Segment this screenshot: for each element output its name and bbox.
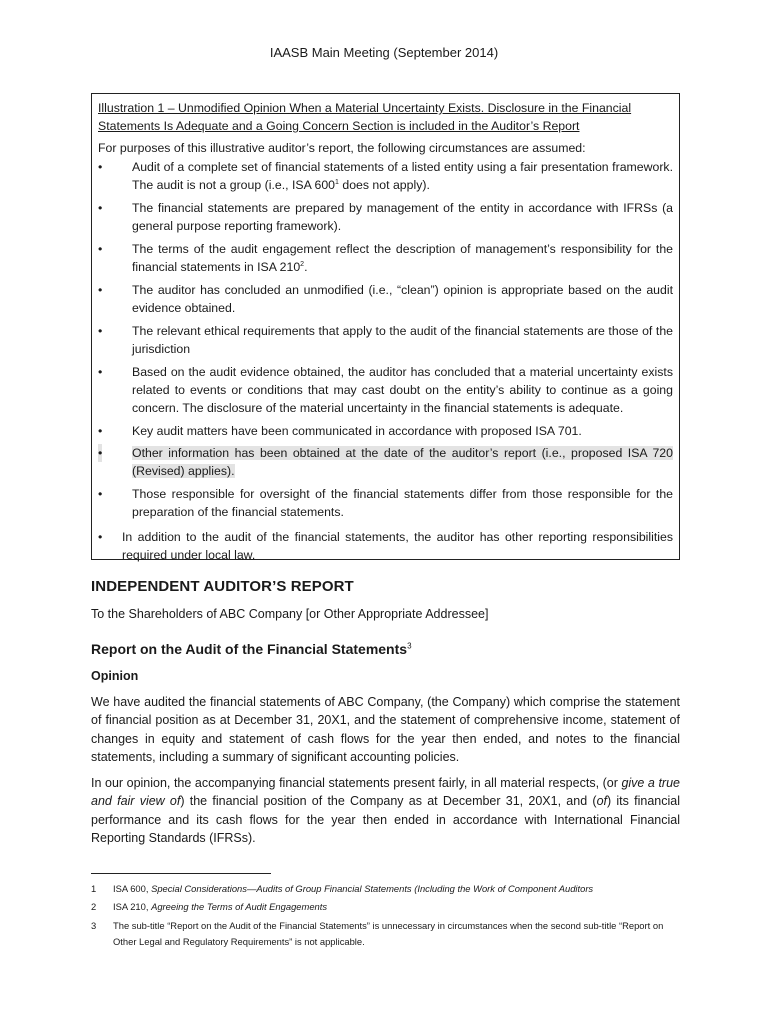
footnote-number: 3 (91, 920, 97, 931)
list-item-text (132, 160, 673, 192)
footnote-text (91, 881, 680, 897)
footnote (91, 918, 680, 950)
bullet-icon: • (98, 160, 103, 174)
list-item-text: The financial statements are prepared by management of the entity in accordance with IFRSs (a general purpose reporting framework). (132, 201, 673, 233)
bullet-icon: • (98, 424, 103, 438)
list-item (98, 485, 673, 521)
illustration-box (91, 93, 680, 560)
bullet-icon: • (98, 446, 103, 460)
footnote (91, 899, 680, 915)
footnote-number: 1 (91, 883, 97, 894)
bullet-icon: • (98, 487, 103, 501)
section-title (91, 641, 412, 657)
list-item-text-part: . (304, 260, 308, 274)
paragraph-text-part: ) the financial position of the Company as at December 31, 20X1, and ( (180, 794, 597, 809)
footnote-text-italic: Special Considerations—Audits of Group Financial Statements (Including the Work of Component Auditors (151, 883, 594, 894)
list-item-text: Other information has been obtained at the date of the auditor’s report (i.e., proposed ISA 720 (Revised) applies). (132, 446, 673, 478)
list-item-highlighted (98, 444, 673, 480)
footnote-text-part: ISA 210, (113, 901, 152, 912)
opinion-paragraph-2 (91, 774, 680, 848)
list-item-text: The relevant ethical requirements that apply to the audit of the financial statements are those of the jurisdiction (132, 324, 673, 356)
bullet-icon: • (98, 324, 103, 338)
footnote (91, 881, 680, 897)
list-item-text: Based on the audit evidence obtained, the auditor has concluded that a material uncertainty exists related to events or conditions that may cast doubt on the entity’s ability to continue as a going concern. The disclosure of the material uncertainty in the financial statements is adequate. (132, 365, 673, 415)
paragraph-text-part: ) its financial performance and its cash flows for the year then ended in accordance with International Financial Reporting Standards (IFRSs). (91, 794, 680, 846)
bullet-icon: • (98, 365, 103, 379)
footnote-number: 2 (91, 901, 97, 912)
page-header: IAASB Main Meeting (September 2014) (269, 45, 499, 60)
report-addressee: To the Shareholders of ABC Company [or Other Appropriate Addressee] (91, 607, 489, 621)
list-item (98, 322, 673, 358)
list-item (98, 199, 673, 235)
list-item (98, 528, 673, 564)
footnote-divider (91, 873, 271, 874)
footnote-text: The sub-title “Report on the Audit of the Financial Statements” is unnecessary in circumstances when the second sub-title “Report on Other Legal and Regulatory Requirements” is not applicable. (113, 920, 664, 947)
list-item-text: In addition to the audit of the financial statements, the auditor has other reporting responsibilities required under local law. (122, 530, 673, 562)
footnote-text-italic: Agreeing the Terms of Audit Engagements (151, 901, 328, 912)
paragraph-text-italic: of (596, 794, 607, 809)
opinion-heading: Opinion (91, 669, 139, 683)
report-title: INDEPENDENT AUDITOR’S REPORT (91, 578, 354, 595)
list-item-text-part: does not apply). (338, 178, 430, 192)
paragraph-text-italic: give a true and fair view of (91, 776, 680, 809)
list-item-text: Those responsible for oversight of the financial statements differ from those responsible for the preparation of the financial statements. (132, 487, 673, 519)
footnote-ref: 2 (300, 260, 305, 268)
footnote-text-part: ISA 600, (113, 883, 152, 894)
illustration-title: Illustration 1 – Unmodified Opinion When a Material Uncertainty Exists. Disclosure in the Financial Statements Is Adequate and a Going Concern Section is included in the Auditor’s Report (98, 101, 632, 133)
section-title-text: Report on the Audit of the Financial Statements (91, 641, 408, 657)
footnote-ref: 1 (335, 178, 339, 186)
opinion-paragraph-1: We have audited the financial statements of ABC Company, (the Company) which comprise the statement of financial position as at December 31, 20X1, and the statement of comprehensive income, statement of changes in equity and statement of cash flows for the year then ended, and notes to the financial statements, including a summary of significant accounting policies. (91, 695, 680, 765)
list-item (98, 240, 673, 276)
bullet-icon: • (98, 201, 103, 215)
list-item-text: The auditor has concluded an unmodified (i.e., “clean”) opinion is appropriate based on the audit evidence obtained. (132, 283, 673, 315)
bullet-icon: • (98, 283, 103, 297)
illustration-intro: For purposes of this illustrative auditor’s report, the following circumstances are assumed: (98, 141, 586, 155)
footnote-text (91, 899, 680, 915)
list-item (98, 422, 673, 440)
bullet-icon: • (98, 530, 103, 544)
list-item-text: Key audit matters have been communicated in accordance with proposed ISA 701. (132, 424, 582, 438)
list-item (98, 158, 673, 194)
list-item (98, 363, 673, 417)
bullet-icon: • (98, 242, 103, 256)
list-item-text-part: The terms of the audit engagement reflect the description of management’s responsibility for the financial statements in ISA 210 (132, 242, 673, 274)
footnote-ref: 3 (407, 641, 412, 651)
list-item-text-part: Audit of a complete set of financial statements of a listed entity using a fair presentation framework. The audit is not a group (i.e., ISA 600 (132, 160, 673, 192)
list-item-text (132, 242, 673, 274)
list-item (98, 281, 673, 317)
paragraph-text-part: In our opinion, the accompanying financial statements present fairly, in all material respects, (or (91, 776, 622, 790)
